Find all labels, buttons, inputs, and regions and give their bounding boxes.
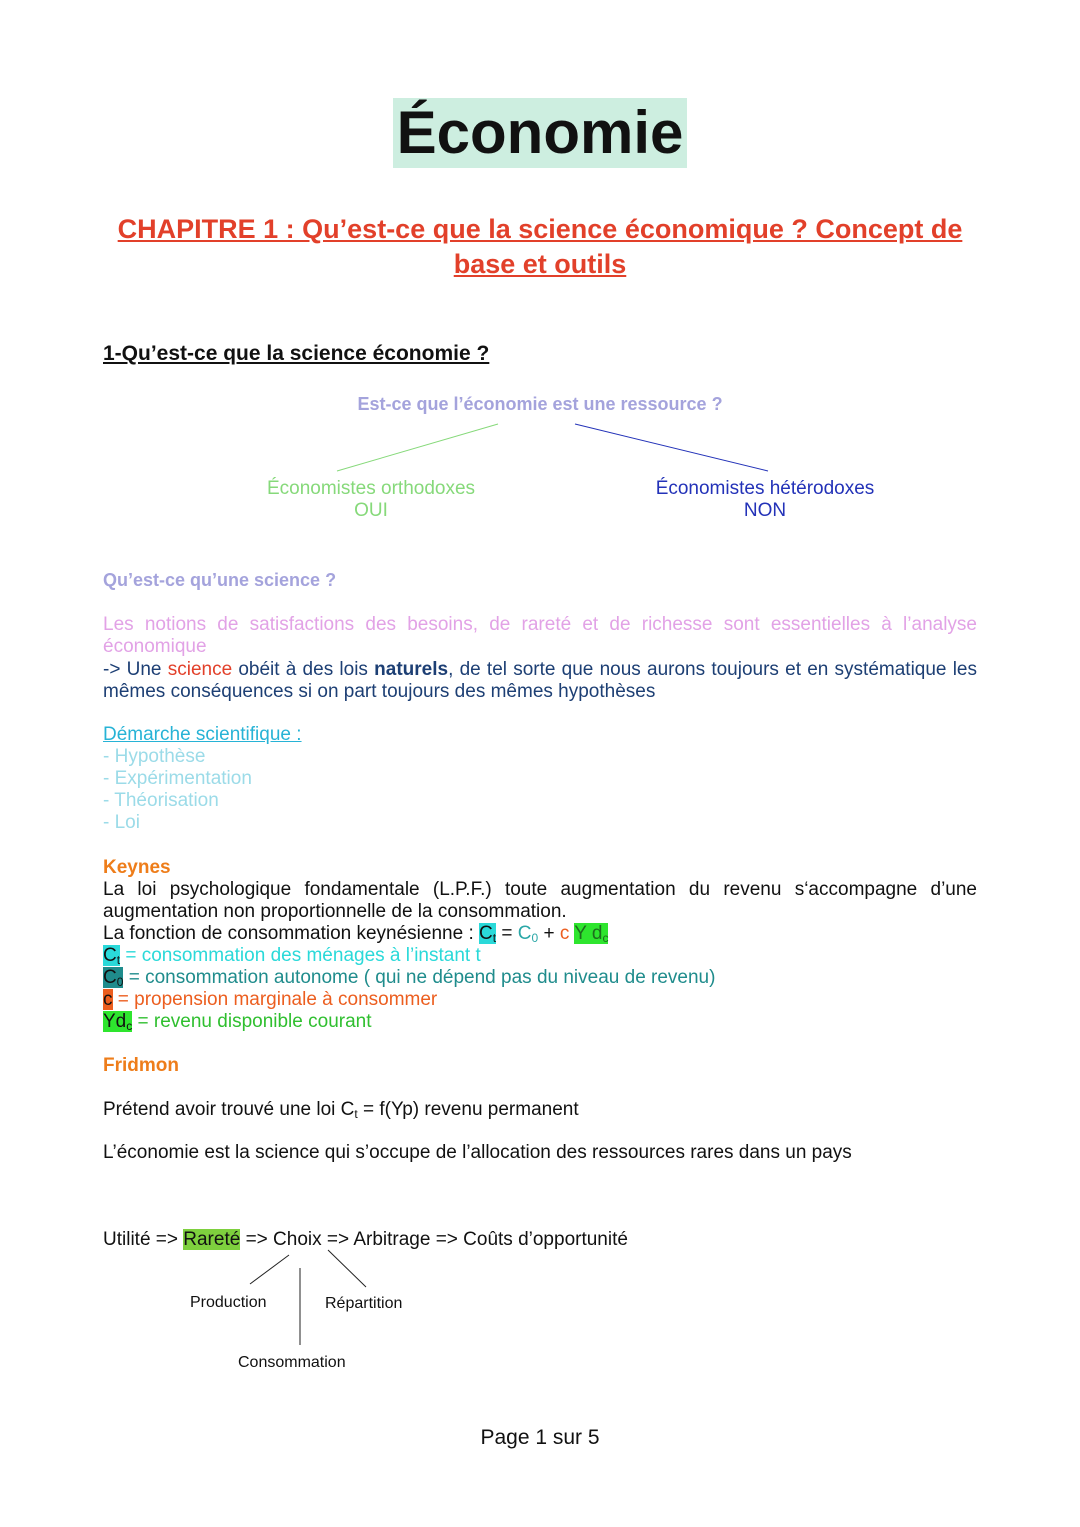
heterodox-answer: NON — [743, 500, 787, 521]
def-c0-symbol — [103, 967, 123, 988]
yd-letters: Yd — [103, 1011, 127, 1032]
c0-letter: C — [103, 967, 117, 988]
fridmon-loi — [103, 1099, 579, 1121]
fridmon-heading: Fridmon — [103, 1055, 179, 1076]
science-prefix: -> Une — [103, 659, 168, 680]
science-word: science — [167, 659, 233, 680]
yd-sub: c — [126, 1019, 133, 1033]
science-definition — [103, 659, 977, 703]
def-c0-text: = consommation autonome ( qui ne dépend pas du niveau de revenu) — [123, 967, 716, 988]
c0-symbol — [518, 923, 538, 944]
def-c-text: = propension marginale à consommer — [112, 989, 438, 1010]
c-symbol: c — [559, 923, 570, 944]
chain-rarete: Rareté — [183, 1229, 241, 1250]
ydc-letters: Y d — [574, 923, 603, 944]
heterodox-branch-line — [575, 424, 768, 471]
def-c-symbol: c — [103, 989, 113, 1010]
list-item: - Théorisation — [103, 790, 219, 811]
orthodox-branch-line — [337, 424, 498, 471]
chapter-heading: CHAPITRE 1 : Qu’est-ce que la science économique ? Concept de base et outils — [117, 214, 963, 279]
ct-sub: t — [492, 931, 497, 945]
concept-chain — [103, 1229, 628, 1251]
economy-definition: L’économie est la science qui s’occupe de l’allocation des ressources rares dans un pays — [103, 1142, 852, 1163]
def-yd-text: = revenu disponible courant — [132, 1011, 372, 1032]
c0-letter: C — [517, 923, 532, 944]
ydc-sub: c — [602, 931, 609, 945]
loi-prefix: Prétend avoir trouvé une loi C — [103, 1099, 355, 1120]
ct-symbol — [479, 923, 496, 944]
list-item: - Loi — [103, 812, 140, 833]
repartition-branch-line — [328, 1250, 366, 1287]
lpf-paragraph: La loi psychologique fondamentale (L.P.F.) toute augmentation du revenu s‘accompagne d’une augmentation non proportionnelle de la consommation. — [103, 879, 977, 922]
page-footer: Page 1 sur 5 — [480, 1426, 600, 1449]
def-c — [103, 989, 437, 1011]
c0-sub: 0 — [531, 931, 539, 945]
demarche-list — [103, 746, 252, 834]
loi-sub: t — [354, 1107, 358, 1121]
question-ressource: Est-ce que l’économie est une ressource ? — [357, 394, 723, 414]
ydc-symbol — [574, 923, 608, 944]
equals-sign: = — [496, 923, 518, 944]
ct-letter: C — [103, 945, 117, 966]
def-yd-symbol — [103, 1011, 132, 1032]
ct-letter: C — [479, 923, 493, 944]
production-branch-line — [250, 1255, 289, 1284]
consommation-label: Consommation — [238, 1354, 346, 1371]
orthodox-block — [226, 478, 516, 522]
keynes-function — [103, 923, 608, 945]
def-c0 — [103, 967, 715, 989]
loi-suffix: = f(Yp) revenu permanent — [357, 1099, 579, 1120]
fonction-label: La fonction de consommation keynésienne : — [103, 923, 480, 944]
section-heading: 1-Qu’est-ce que la science économie ? — [103, 342, 490, 365]
def-ct — [103, 945, 481, 967]
list-item: - Hypothèse — [103, 746, 206, 767]
keynes-heading: Keynes — [103, 857, 171, 878]
heterodox-label: Économistes hétérodoxes — [655, 478, 875, 499]
def-yd — [103, 1011, 372, 1033]
c0-sub: 0 — [116, 975, 124, 989]
page-title: Économie — [393, 98, 688, 168]
repartition-label: Répartition — [325, 1295, 403, 1312]
science-rest: , de tel sorte que nous aurons toujours et en systématique les mêmes conséquences si on part toujours des mêmes hypothèses — [103, 659, 977, 702]
orthodox-answer: OUI — [354, 500, 388, 521]
production-label: Production — [190, 1294, 267, 1311]
science-middle: obéit à des lois — [232, 659, 375, 680]
notions-paragraph: Les notions de satisfactions des besoins, de rareté et de richesse sont essentielles à l’analyse économique — [103, 614, 977, 657]
def-ct-symbol — [103, 945, 120, 966]
chain-utilite: Utilité => — [103, 1229, 178, 1250]
ct-sub: t — [116, 953, 121, 967]
heterodox-block — [600, 478, 930, 522]
naturels-word: naturels — [374, 659, 449, 680]
question-science: Qu’est-ce qu’une science ? — [103, 570, 337, 590]
plus-sign: + — [538, 923, 560, 944]
chain-rest: => Choix => Arbitrage => Coûts d’opportunité — [240, 1229, 628, 1250]
orthodox-label: Économistes orthodoxes — [266, 478, 476, 499]
demarche-title: Démarche scientifique : — [103, 724, 302, 745]
def-ct-text: = consommation des ménages à l’instant t — [120, 945, 481, 966]
list-item: - Expérimentation — [103, 768, 252, 789]
